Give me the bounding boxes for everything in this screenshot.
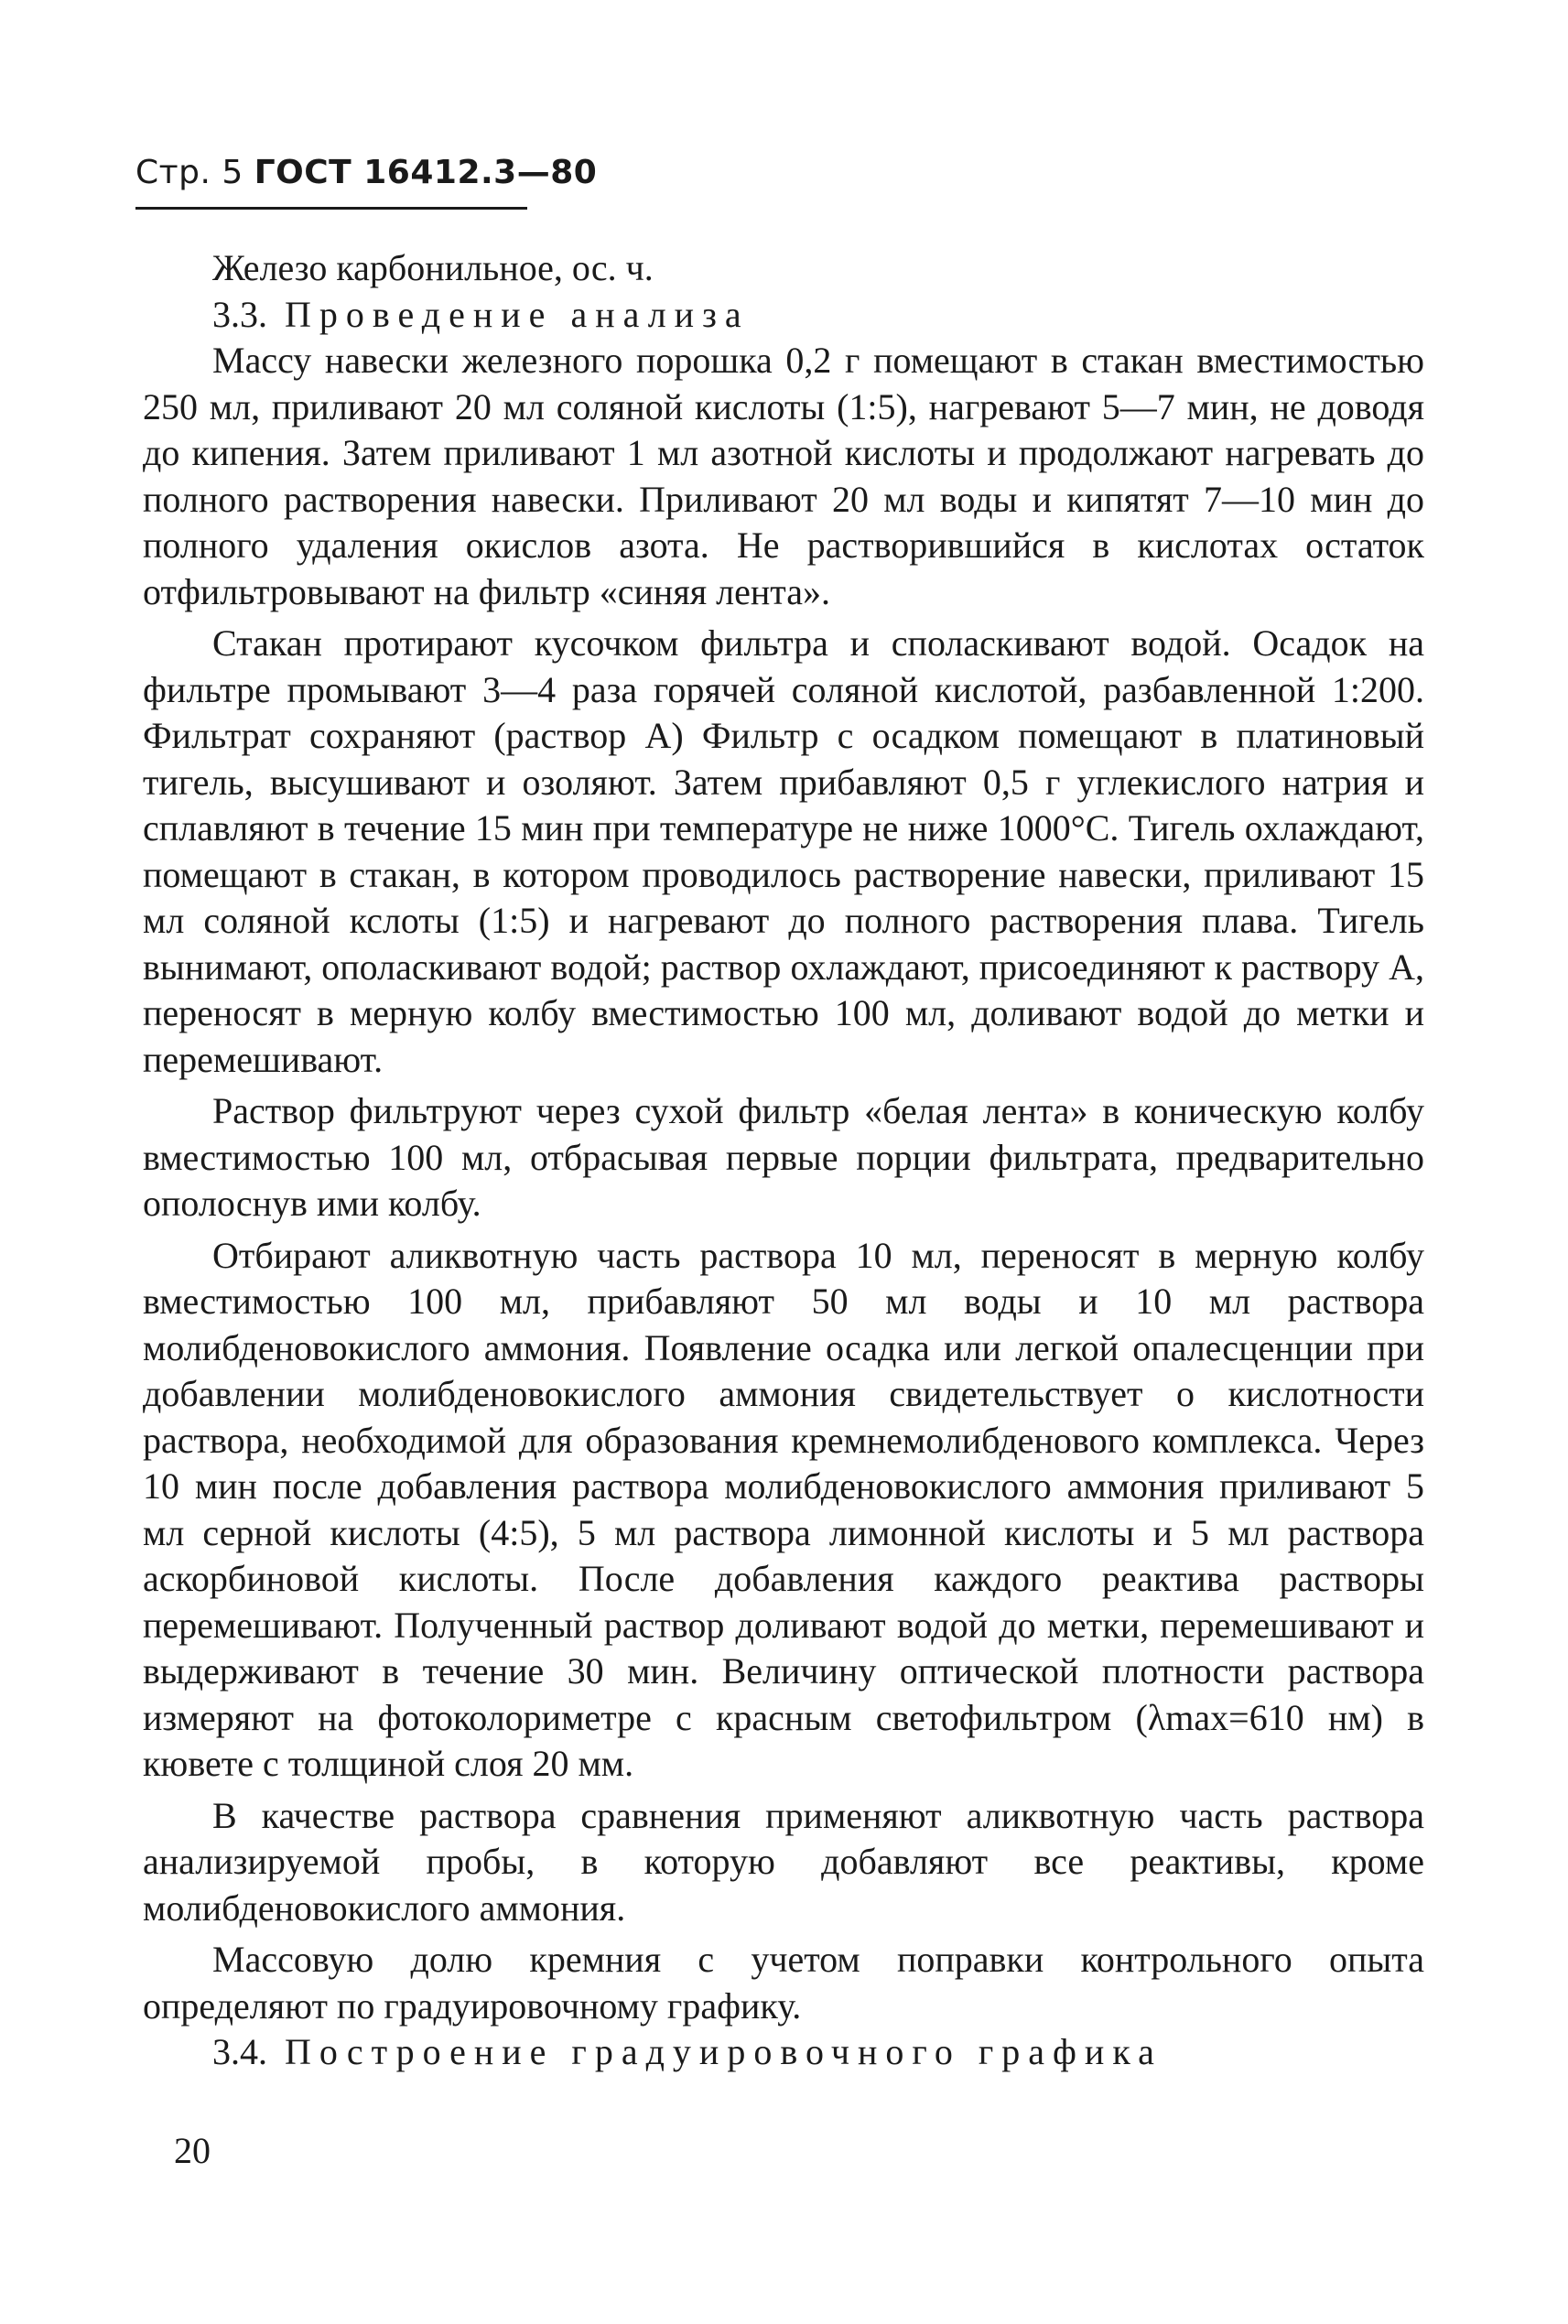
- section-title: Построение градуировочного графика: [285, 2031, 1162, 2072]
- page-label: Стр. 5: [135, 154, 243, 191]
- running-header: [135, 154, 597, 191]
- paragraph: Раствор фильтруют через сухой фильтр «белая лента» в коническую колбу вместимостью 100 мл, отбрасывая первые порции фильтрата, предварительно ополоснув ими колбу.: [143, 1090, 1424, 1224]
- paragraph: В качестве раствора сравнения применяют аликвотную часть раствора анализируемой пробы, в которую добавляют все реактивы, кроме молибденовокислого аммония.: [143, 1794, 1424, 1929]
- section-heading-3-4: [143, 2029, 1424, 2076]
- reagent-line: Железо карбонильное, ос. ч.: [212, 247, 654, 288]
- paragraph: Массу навески железного порошка 0,2 г помещают в стакан вместимостью 250 мл, приливают 20 мл соляной кислоты (1:5), нагревают 5—7 мин, не доводя до кипения. Затем приливают 1 мл азотной кислоты и продолжают нагревать до полного растворения навески. Приливают 20 мл воды и кипятят 7—10 мин до полного удаления окислов азота. Не растворившийся в кислотах остаток отфильтровывают на фильтр «синяя лента».: [143, 340, 1424, 612]
- paragraph: Отбирают аликвотную часть раствора 10 мл, переносят в мерную колбу вместимостью 100 мл, прибавляют 50 мл воды и 10 мл раствора молибденовокислого аммония. Появление осадка или легкой опалесценции при добавлении молибденовокислого аммония свидетельствует о кислотности раствора, необходимой для образования кремнемолибденового комплекса. Через 10 мин после добавления раствора молибденовокислого аммония приливают 5 мл серной кислоты (4:5), 5 мл раствора лимонной кислоты и 5 мл раствора аскорбиновой кислоты. После добавления каждого реактива растворы перемешивают. Полученный раствор доливают водой до метки, перемешивают и выдерживают в течение 30 мин. Величину оптической плотности раствора измеряют на фотоколориметре с красным светофильтром (λmax=610 нм) в кювете с толщиной слоя 20 мм.: [143, 1234, 1424, 1784]
- body-text: [143, 245, 1424, 2076]
- section-title: Проведение анализа: [285, 293, 750, 335]
- section-number: 3.4.: [212, 2031, 267, 2072]
- section-number: 3.3.: [212, 293, 267, 335]
- paragraph: Массовую долю кремния с учетом поправки контрольного опыта определяют по градуировочному графику.: [143, 1939, 1424, 2027]
- header-rule: [135, 207, 527, 210]
- paragraph: Стакан протирают кусочком фильтра и споласкивают водой. Осадок на фильтре промывают 3—4 раза горячей соляной кислотой, разбавленной 1:200. Фильтрат сохраняют (раствор А) Фильтр с осадком помещают в платиновый тигель, высушивают и озоляют. Затем прибавляют 0,5 г углекислого натрия и сплавляют в течение 15 мин при температуре не ниже 1000°С. Тигель охлаждают, помещают в стакан, в котором проводилось растворение навески, приливают 15 мл соляной кслоты (1:5) и нагревают до полного растворения плава. Тигель вынимают, ополаскивают водой; раствор охлаждают, присоединяют к раствору А, переносят в мерную колбу вместимостью 100 мл, доливают водой до метки и перемешивают.: [143, 622, 1424, 1080]
- section-heading-3-3: [143, 292, 1424, 339]
- document-id: ГОСТ 16412.3—80: [254, 154, 598, 191]
- page-number: 20: [174, 2130, 211, 2171]
